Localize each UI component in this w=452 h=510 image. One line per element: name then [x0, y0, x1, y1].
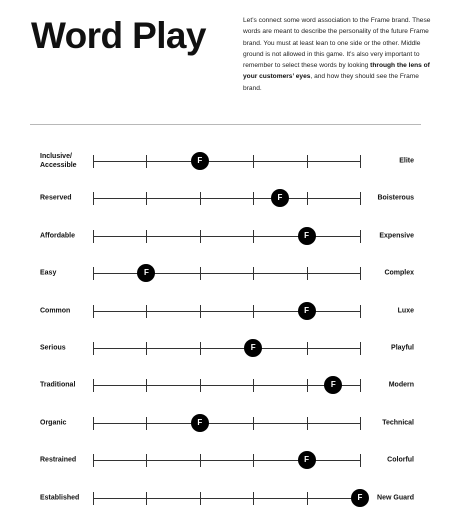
scale-right-label: Colorful	[387, 456, 414, 464]
scale-tick	[253, 492, 254, 505]
page-title: Word Play	[31, 15, 206, 56]
scale-right-label: Elite	[399, 157, 414, 165]
scale-tick	[307, 417, 308, 430]
frame-marker[interactable]: F	[271, 189, 289, 207]
scale-row	[0, 375, 452, 395]
scale-tick	[146, 342, 147, 355]
frame-marker[interactable]: F	[244, 339, 262, 357]
scale-tick	[146, 454, 147, 467]
scale-track	[93, 301, 360, 321]
scale-right-label: New Guard	[377, 494, 414, 502]
scale-tick	[307, 267, 308, 280]
scale-tick	[253, 305, 254, 318]
scale-row	[0, 413, 452, 433]
frame-marker[interactable]: F	[324, 376, 342, 394]
scale-left-label: Easy	[40, 269, 57, 277]
scale-row	[0, 301, 452, 321]
scale-line	[93, 198, 360, 199]
scale-tick	[93, 417, 94, 430]
scale-right-label: Luxe	[397, 307, 414, 315]
scale-right-label: Technical	[382, 419, 414, 427]
scale-right-label: Playful	[391, 344, 414, 352]
scale-left-label: Common	[40, 307, 71, 315]
scale-tick	[307, 379, 308, 392]
intro-paragraph	[243, 15, 431, 94]
scale-line	[93, 498, 360, 499]
scale-track	[93, 338, 360, 358]
scale-line	[93, 161, 360, 162]
scale-line	[93, 236, 360, 237]
scale-track	[93, 450, 360, 470]
scale-tick	[253, 267, 254, 280]
scale-line	[93, 348, 360, 349]
scale-tick	[93, 192, 94, 205]
frame-marker[interactable]: F	[298, 302, 316, 320]
scale-right-label: Expensive	[379, 232, 414, 240]
scale-right-label: Modern	[388, 381, 414, 389]
scale-tick	[200, 379, 201, 392]
frame-marker[interactable]: F	[191, 414, 209, 432]
scale-track	[93, 263, 360, 283]
scale-tick	[200, 454, 201, 467]
scale-track	[93, 413, 360, 433]
scale-row	[0, 488, 452, 508]
scale-tick	[307, 192, 308, 205]
scale-row	[0, 151, 452, 171]
frame-marker[interactable]: F	[298, 227, 316, 245]
scale-track	[93, 375, 360, 395]
scale-tick	[146, 155, 147, 168]
scale-row	[0, 226, 452, 246]
intro-text-end: , and how they should see the Frame brand.	[243, 73, 419, 92]
scale-tick	[253, 379, 254, 392]
scale-left-label: Reserved	[40, 194, 72, 202]
frame-marker[interactable]: F	[137, 264, 155, 282]
scale-tick	[253, 454, 254, 467]
scale-right-label: Complex	[384, 269, 414, 277]
scale-left-label: Established	[40, 494, 80, 502]
scale-line	[93, 273, 360, 274]
scale-tick	[307, 492, 308, 505]
scale-tick	[146, 417, 147, 430]
scale-tick	[200, 305, 201, 318]
scale-line	[93, 385, 360, 386]
scale-left-label: Organic	[40, 419, 67, 427]
scale-tick	[146, 305, 147, 318]
scale-row	[0, 450, 452, 470]
scale-tick	[93, 379, 94, 392]
scale-left-label: Restrained	[40, 456, 77, 464]
scale-row	[0, 338, 452, 358]
scale-tick	[93, 230, 94, 243]
scale-tick	[93, 267, 94, 280]
scale-tick	[200, 230, 201, 243]
scale-tick	[253, 417, 254, 430]
section-divider	[30, 124, 421, 125]
scale-tick	[146, 192, 147, 205]
scale-tick	[93, 342, 94, 355]
scale-track	[93, 151, 360, 171]
scale-left-label: Serious	[40, 344, 66, 352]
scale-tick	[200, 342, 201, 355]
scale-line	[93, 311, 360, 312]
intro-text: Let’s connect some word association to the Frame brand. These words are meant to describe the personality of the future Frame brand. You must at least lean to one side or the other. Middle ground is not allowed in this game. It’s also very important to remember to select these words by looking	[243, 17, 431, 69]
scale-track	[93, 226, 360, 246]
frame-marker[interactable]: F	[351, 489, 369, 507]
frame-marker[interactable]: F	[298, 451, 316, 469]
scale-tick	[146, 492, 147, 505]
scale-left-label: Traditional	[40, 381, 76, 389]
scale-tick	[200, 267, 201, 280]
scale-tick	[93, 155, 94, 168]
scale-tick	[253, 192, 254, 205]
scale-line	[93, 423, 360, 424]
scale-tick	[253, 230, 254, 243]
scale-tick	[200, 192, 201, 205]
scale-tick	[253, 155, 254, 168]
scale-left-label: Affordable	[40, 232, 75, 240]
scale-tick	[146, 230, 147, 243]
intro-emphasis: through the lens of your customers’ eyes	[243, 62, 430, 81]
scale-left-label: Inclusive/ Accessible	[40, 153, 77, 169]
scale-row	[0, 188, 452, 208]
scale-tick	[93, 492, 94, 505]
scale-track	[93, 488, 363, 508]
scale-line	[93, 460, 360, 461]
scale-tick	[307, 155, 308, 168]
scale-tick	[93, 454, 94, 467]
scale-tick	[200, 492, 201, 505]
scale-tick	[146, 379, 147, 392]
scale-tick	[307, 342, 308, 355]
scale-right-label: Boisterous	[377, 194, 414, 202]
frame-marker[interactable]: F	[191, 152, 209, 170]
scale-tick	[93, 305, 94, 318]
scale-track	[93, 188, 360, 208]
scale-row	[0, 263, 452, 283]
